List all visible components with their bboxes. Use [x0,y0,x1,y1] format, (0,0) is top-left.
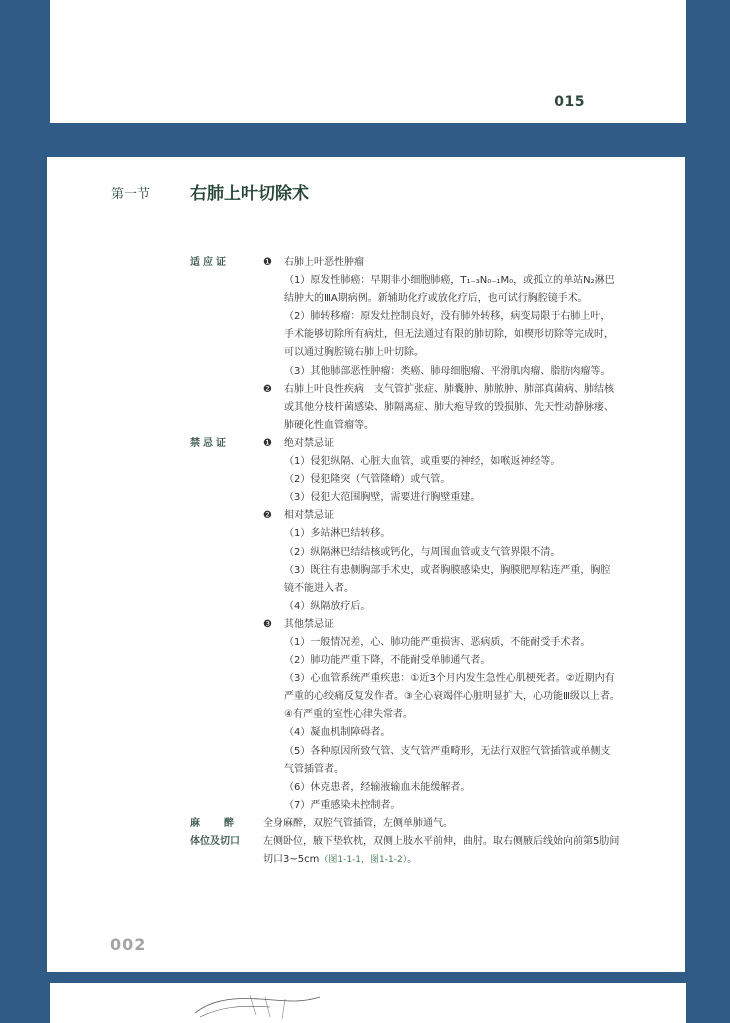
section-label: 第一节 [111,187,151,202]
item-marker: ❷ [263,383,272,395]
indications-label: 适应证 [190,257,229,268]
item-title: 右肺上叶恶性肿瘤 [284,257,364,268]
sub-item: （1）原发性肺癌：早期非小细胞肺癌，T₁₋₃N₀₋₁M₀，或孤立的单站N₂淋巴结肿大的ⅢA期病例。新辅助化疗或放化疗后，也可试行胸腔镜手术。 [284,275,615,305]
sub-item: （4）凝血机制障碍者。 [284,727,391,739]
sub-item: （3）侵犯大范围胸壁，需要进行胸壁重建。 [284,492,481,504]
item-title: 绝对禁忌证 [284,437,334,449]
contraindications-label: 禁忌证 [190,437,229,449]
sub-item: （1）一般情况差，心、肺功能严重损害、恶病质，不能耐受手术者。 [284,636,591,648]
item-body [284,616,620,815]
previous-page [50,0,686,123]
item-body [284,435,620,507]
position-text [263,833,620,869]
contraindications-block [190,435,620,815]
position-block [190,833,620,869]
sub-item: （2）纵隔淋巴结结核或钙化，与周围血管或支气管界限不清。 [284,546,561,558]
sub-item: （5）各种原因所致气管、支气管严重畸形，无法行双腔气管插管或单侧支气管插管者。 [284,745,611,775]
sub-item: （1）侵犯纵隔、心脏大血管，或重要的神经，如喉返神经等。 [284,456,561,468]
sub-item: （2）肺功能严重下降，不能耐受单肺通气者。 [284,655,491,667]
item-body [284,507,620,616]
item-title: 其他禁忌证 [284,618,334,630]
sub-item: （4）纵隔放疗后。 [284,600,371,612]
sub-item: （7）严重感染未控制者。 [284,799,401,811]
sub-item: （3）其他肺部恶性肿瘤：类癌、肺母细胞瘤、平滑肌肉瘤、脂肪肉瘤等。 [284,365,611,377]
page-number-top: 015 [554,94,585,110]
indications-list [263,254,620,435]
list-item [263,435,620,507]
item-marker: ❶ [263,437,272,449]
item-marker: ❷ [263,510,272,522]
item-title: 右肺上叶良性疾病 支气管扩张症、肺囊肿、肺脓肿、肺部真菌病、肺结核或其他分枝杆菌感染、肺隔离症、肺大疱导致的毁损肺、先天性动静脉瘘、肺硬化性血管瘤等。 [284,383,614,431]
surgical-sketch-illustration [190,991,330,1021]
indications-block [190,254,620,435]
anesthesia-label: 麻醉 [190,817,258,829]
item-body [284,254,620,381]
current-page [47,157,685,972]
item-title: 相对禁忌证 [284,510,334,522]
sub-item: （2）肺转移瘤：原发灶控制良好，没有肺外转移，病变局限于右肺上叶，手术能够切除所有病灶，但无法通过有限的肺切除，如楔形切除等完成时，可以通过胸腔镜右肺上叶切除。 [284,311,614,359]
sub-item: （2）侵犯隆突（气管隆嵴）或气管。 [284,474,451,486]
figure-reference: （图1-1-1，图1-1-2） [319,855,408,866]
list-item [263,616,620,815]
anesthesia-block [190,815,620,833]
contraindications-list [263,435,620,815]
page-number-bottom: 002 [110,935,147,954]
anesthesia-text: 全身麻醉，双腔气管插管，左侧单肺通气。 [263,817,453,829]
list-item [263,381,620,435]
sub-item: （3）既往有患侧胸部手术史，或者胸膜感染史，胸膜肥厚粘连严重，胸腔镜不能进入者。 [284,564,611,594]
item-marker: ❶ [263,257,272,268]
sub-item: （1）多站淋巴结转移。 [284,528,391,540]
list-item [263,507,620,616]
sub-item: （6）休克患者，经输液输血未能缓解者。 [284,781,471,793]
item-marker: ❸ [263,618,272,630]
position-end: 。 [407,854,418,866]
sub-item: （3）心血管系统严重疾患：①近3个月内发生急性心肌梗死者。②近期内有严重的心绞痛反复发作者。③全心衰竭伴心脏明显扩大，心功能Ⅲ级以上者。④有严重的室性心律失常者。 [284,673,620,721]
position-label: 体位及切口 [190,836,240,847]
next-page [50,983,686,1023]
section-title: 右肺上叶切除术 [190,184,309,204]
position-body: 左侧卧位，腋下垫软枕，双侧上肢水平前伸，曲肘。取右侧腋后线始向前第5肋间切口3~5cm [263,836,620,866]
list-item [263,254,620,381]
item-body [284,381,620,435]
content [190,254,620,869]
